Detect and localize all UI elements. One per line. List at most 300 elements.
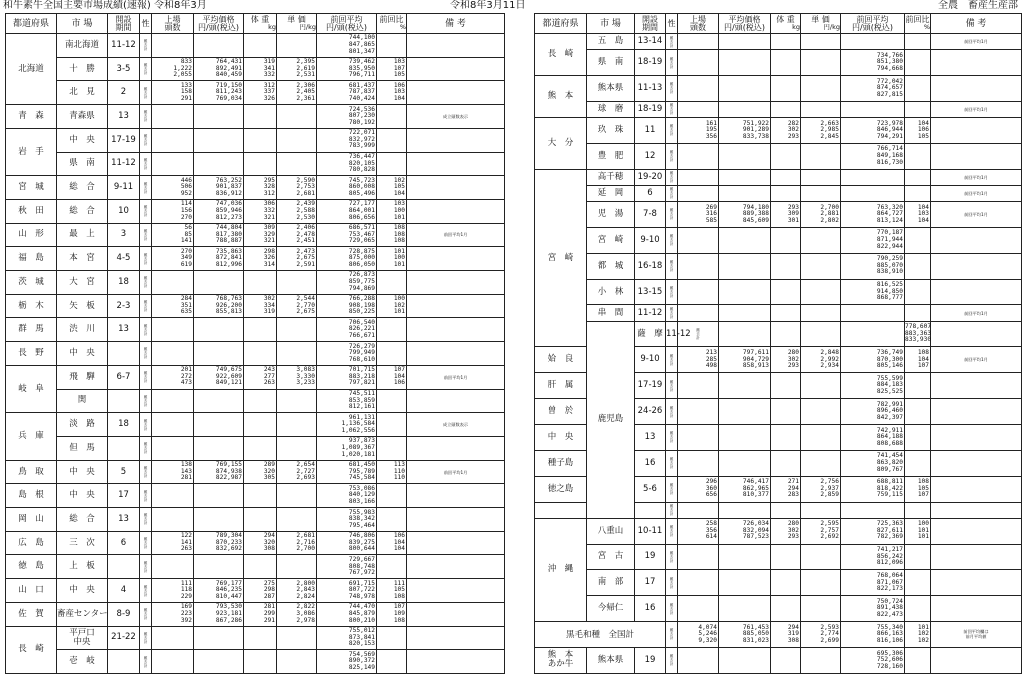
market-cell: 中 央 <box>57 484 108 508</box>
col-header-remarks: 備 考 <box>931 14 1022 34</box>
market-cell: 南北海道 <box>57 34 108 58</box>
ratio-cell: 100 101 101 <box>905 518 931 544</box>
market-cell: 宮 古 <box>587 544 635 570</box>
head-count-cell <box>152 484 194 508</box>
ratio-cell: 108 108 108 <box>377 223 407 247</box>
remarks-cell: 前回平均1月 <box>407 460 505 484</box>
weight-cell <box>244 105 277 129</box>
period-cell: 6-7 <box>108 365 140 389</box>
sex-label-cell: 雌 去 計 <box>140 365 152 389</box>
avg-price-cell: 769,177 846,235 810,447 <box>194 579 244 603</box>
sex-label-cell: 雌 去 計 <box>140 460 152 484</box>
remarks-cell <box>931 118 1022 144</box>
head-count-cell: 201 272 473 <box>152 365 194 389</box>
prefecture-cell: 栃 木 <box>6 294 57 318</box>
avg-price-cell: 749,675 922,609 849,121 <box>194 365 244 389</box>
ratio-cell: 101 100 101 <box>377 247 407 271</box>
unit-price-cell: 2,800 2,843 2,824 <box>277 579 317 603</box>
weight-cell: 281 299 291 <box>244 602 277 626</box>
prev-avg-cell: 755,983 838,342 795,464 <box>317 508 377 532</box>
col-header-market: 市 場 <box>57 14 108 34</box>
prefecture-cell: 長 崎 <box>6 626 57 673</box>
period-cell: 13 <box>108 318 140 342</box>
remarks-cell <box>931 518 1022 544</box>
avg-price-cell <box>719 50 771 76</box>
prev-avg-cell: 734,766 851,380 794,668 <box>841 50 905 76</box>
prev-avg-cell: 744,100 847,865 801,347 <box>317 34 377 58</box>
weight-cell: 280 302 293 <box>771 347 801 373</box>
left-market-table <box>5 13 505 674</box>
period-cell: 3-5 <box>108 57 140 81</box>
unit-price-cell <box>277 271 317 295</box>
table-row <box>535 202 1022 228</box>
unit-price-cell: 2,306 2,405 2,361 <box>277 81 317 105</box>
avg-price-cell <box>194 318 244 342</box>
remarks-cell <box>407 602 505 626</box>
sex-label-cell: 雌 去 計 <box>666 202 678 228</box>
prev-avg-cell: 746,806 839,275 800,644 <box>317 531 377 555</box>
unit-price-cell: 2,595 2,757 2,692 <box>801 518 841 544</box>
prev-avg-cell: 736,749 870,300 805,146 <box>841 347 905 373</box>
market-cell: 宮 崎 <box>587 227 635 253</box>
unit-price-cell: 2,439 2,588 2,530 <box>277 199 317 223</box>
unit-price-cell: 2,822 3,086 2,978 <box>277 602 317 626</box>
head-count-cell <box>678 502 719 518</box>
ratio-cell <box>905 373 931 399</box>
unit-price-cell <box>277 34 317 58</box>
head-count-cell <box>678 373 719 399</box>
col-header-unit-price <box>801 14 841 34</box>
ratio-cell: 100 102 101 <box>377 294 407 318</box>
unit-price-cell: 2,663 2,985 2,845 <box>801 118 841 144</box>
head-count-cell <box>152 508 194 532</box>
market-cell: 飛 騨 <box>57 365 108 389</box>
sex-label-cell: 雌 去 計 <box>140 57 152 81</box>
remarks-cell <box>931 143 1022 169</box>
avg-price-cell <box>194 342 244 366</box>
prev-avg-cell: 706,540 826,221 766,671 <box>317 318 377 342</box>
unit-price-cell: 2,406 2,478 2,451 <box>277 223 317 247</box>
prev-avg-cell: 778,607 883,363 833,930 <box>905 321 931 347</box>
ratio-cell <box>905 143 931 169</box>
table-row <box>535 253 1022 279</box>
period-cell <box>108 342 140 366</box>
head-count-cell <box>678 143 719 169</box>
weight-cell <box>771 373 801 399</box>
market-cell: 最 上 <box>57 223 108 247</box>
prev-avg-cell: 766,714 849,168 816,730 <box>841 143 905 169</box>
unit-price-cell <box>801 570 841 596</box>
ratio-cell <box>377 389 407 413</box>
sex-label-cell: 雌 去 計 <box>666 169 678 185</box>
market-cell: 小 林 <box>587 279 635 305</box>
sex-label-cell: 雌 去 計 <box>666 373 678 399</box>
prefecture-cell: 広 島 <box>6 531 57 555</box>
table-row <box>6 271 505 295</box>
remarks-cell: 前回平均1月 <box>407 223 505 247</box>
unit-price-cell <box>277 152 317 176</box>
unit-price-cell <box>801 169 841 185</box>
weight-cell <box>244 271 277 295</box>
remarks-cell: 成立頭数表示 <box>407 413 505 437</box>
market-cell: 薩 摩 <box>635 321 666 347</box>
ratio-cell <box>377 413 407 437</box>
prefecture-cell: 北海道 <box>6 34 57 105</box>
table-row <box>535 544 1022 570</box>
prev-avg-cell: 691,715 807,722 748,978 <box>317 579 377 603</box>
remarks-cell: 前回平均1月 <box>931 34 1022 50</box>
col-header-weight-unit: kg <box>792 23 800 31</box>
prev-avg-cell: 725,363 827,611 782,369 <box>841 518 905 544</box>
col-header-unit-price-label: 単 価 <box>287 15 306 24</box>
weight-cell <box>244 626 277 650</box>
avg-price-cell: 768,763 926,200 855,813 <box>194 294 244 318</box>
table-row <box>6 318 505 342</box>
head-count-cell <box>152 626 194 650</box>
weight-cell <box>771 424 801 450</box>
period-cell <box>108 436 140 460</box>
period-cell <box>108 555 140 579</box>
ratio-cell: 108 105 107 <box>905 476 931 502</box>
table-row <box>6 152 505 176</box>
period-cell: 11-12 <box>108 152 140 176</box>
avg-price-cell: 794,180 889,388 845,609 <box>719 202 771 228</box>
weight-cell: 275 298 287 <box>244 579 277 603</box>
weight-cell: 295 328 312 <box>244 176 277 200</box>
ratio-cell <box>905 76 931 102</box>
sex-label-cell: 雌 去 計 <box>666 622 678 648</box>
col-header-ratio-unit: % <box>399 23 406 31</box>
sex-label-cell: 雌 去 計 <box>140 389 152 413</box>
remarks-cell <box>407 650 505 674</box>
weight-cell <box>244 555 277 579</box>
prev-avg-cell: 745,511 853,859 812,161 <box>317 389 377 413</box>
sex-label-cell: 雌 去 計 <box>140 176 152 200</box>
avg-price-cell: 735,863 872,841 812,996 <box>194 247 244 271</box>
remarks-cell <box>931 647 1022 673</box>
market-cell: 南 部 <box>587 570 635 596</box>
prev-avg-cell <box>841 305 905 321</box>
market-cell: 高千穂 <box>587 169 635 185</box>
sex-label-cell: 雌 去 計 <box>666 502 678 518</box>
period-cell: 8-9 <box>108 602 140 626</box>
head-count-cell: 446 506 952 <box>152 176 194 200</box>
avg-price-cell <box>194 413 244 437</box>
left-table-container <box>5 13 504 674</box>
akaushi-row <box>535 647 1022 673</box>
period-cell: 7-8 <box>635 202 666 228</box>
remarks-cell <box>931 424 1022 450</box>
sex-label-cell: 雌 去 計 <box>140 128 152 152</box>
table-row <box>6 199 505 223</box>
weight-cell <box>771 185 801 201</box>
period-cell <box>635 502 666 518</box>
weight-cell: 243 277 263 <box>244 365 277 389</box>
head-count-cell <box>152 34 194 58</box>
unit-price-cell: 2,848 2,992 2,934 <box>801 347 841 373</box>
weight-cell <box>244 342 277 366</box>
remarks-cell <box>931 373 1022 399</box>
weight-cell <box>244 128 277 152</box>
prev-avg-cell: 742,911 864,188 808,688 <box>841 424 905 450</box>
period-cell: 18-19 <box>635 50 666 76</box>
period-cell: 3 <box>108 223 140 247</box>
unit-price-cell <box>801 34 841 50</box>
period-cell: 17 <box>108 484 140 508</box>
market-cell: 児 湯 <box>587 202 635 228</box>
prev-avg-cell: 770,187 871,944 822,944 <box>841 227 905 253</box>
table-row <box>535 101 1022 117</box>
avg-price-cell <box>719 424 771 450</box>
avg-price-cell <box>719 279 771 305</box>
remarks-cell <box>931 50 1022 76</box>
avg-price-cell <box>719 185 771 201</box>
prev-avg-cell <box>841 169 905 185</box>
ratio-cell: 101 102 102 <box>905 622 931 648</box>
prev-avg-cell: 766,288 908,198 850,225 <box>317 294 377 318</box>
period-cell: 4 <box>108 579 140 603</box>
ratio-cell: 106 104 104 <box>377 531 407 555</box>
avg-price-cell <box>719 305 771 321</box>
sex-label-cell: 雌 去 計 <box>666 518 678 544</box>
prev-avg-cell: 727,177 864,001 806,656 <box>317 199 377 223</box>
head-count-cell <box>678 647 719 673</box>
table-row <box>535 321 1022 347</box>
remarks-cell <box>931 253 1022 279</box>
weight-cell <box>771 305 801 321</box>
prev-avg-cell: 723,978 846,944 794,291 <box>841 118 905 144</box>
sex-label-cell: 雌 去 計 <box>140 531 152 555</box>
col-header-ratio-label: 前回比 <box>379 15 404 24</box>
prev-avg-cell: 724,536 807,230 780,192 <box>317 105 377 129</box>
prefecture-cell: 岩 手 <box>6 128 57 175</box>
col-header-weight <box>771 14 801 34</box>
prev-avg-cell: 741,217 856,242 812,096 <box>841 544 905 570</box>
period-cell: 13 <box>108 508 140 532</box>
sex-label-cell: 雌 去 計 <box>140 413 152 437</box>
unit-price-cell <box>801 76 841 102</box>
table-row <box>6 247 505 271</box>
ratio-cell: 108 104 107 <box>905 347 931 373</box>
weight-cell <box>244 389 277 413</box>
period-cell: 13-15 <box>635 279 666 305</box>
prev-avg-cell <box>841 101 905 117</box>
avg-price-cell <box>719 101 771 117</box>
avg-price-cell <box>719 596 771 622</box>
head-count-cell: 258 356 614 <box>678 518 719 544</box>
prefecture-cell: 長 野 <box>6 342 57 366</box>
table-row <box>6 460 505 484</box>
unit-price-cell <box>801 101 841 117</box>
avg-price-cell <box>194 34 244 58</box>
unit-price-cell: 2,473 2,675 2,591 <box>277 247 317 271</box>
period-cell: 12 <box>635 143 666 169</box>
ratio-cell <box>377 626 407 650</box>
period-cell: 18-19 <box>635 101 666 117</box>
ratio-cell <box>905 169 931 185</box>
avg-price-cell <box>194 128 244 152</box>
remarks-cell <box>407 81 505 105</box>
header-row <box>535 14 1022 34</box>
remarks-cell <box>407 247 505 271</box>
unit-price-cell <box>801 424 841 450</box>
avg-price-cell <box>719 399 771 425</box>
prefecture-cell: 鹿児島 <box>587 321 635 518</box>
market-cell: 中 央 <box>57 579 108 603</box>
head-count-cell <box>678 185 719 201</box>
market-cell: 中 央 <box>57 460 108 484</box>
remarks-cell <box>407 626 505 650</box>
ratio-cell <box>905 253 931 279</box>
prev-avg-cell: 755,012 873,841 820,153 <box>317 626 377 650</box>
remarks-cell <box>407 128 505 152</box>
ratio-cell <box>905 502 931 518</box>
prev-avg-cell: 736,447 820,105 780,828 <box>317 152 377 176</box>
unit-price-cell <box>277 318 317 342</box>
market-cell: 総 合 <box>57 508 108 532</box>
prefecture-cell: 沖 縄 <box>535 518 587 621</box>
prefecture-cell: 秋 田 <box>6 199 57 223</box>
weight-cell <box>771 570 801 596</box>
sex-label-cell: 雌 去 計 <box>140 650 152 674</box>
remarks-cell: 前回平均1月 <box>931 101 1022 117</box>
avg-price-cell: 793,530 923,181 867,286 <box>194 602 244 626</box>
unit-price-cell <box>277 555 317 579</box>
prev-avg-cell: 722,071 832,972 783,999 <box>317 128 377 152</box>
remarks-cell <box>407 152 505 176</box>
market-cell <box>535 502 587 518</box>
prev-avg-cell: 753,086 840,129 803,166 <box>317 484 377 508</box>
weight-cell: 271 294 283 <box>771 476 801 502</box>
table-row <box>6 128 505 152</box>
market-cell: 平戸口 中央 <box>57 626 108 650</box>
period-cell: 17-19 <box>635 373 666 399</box>
head-count-cell <box>152 342 194 366</box>
head-count-cell <box>678 227 719 253</box>
period-cell: 13 <box>635 424 666 450</box>
col-header-ratio-unit: % <box>923 23 930 31</box>
remarks-cell <box>931 399 1022 425</box>
weight-cell <box>771 227 801 253</box>
market-cell: 総 合 <box>57 176 108 200</box>
market-cell: 総 合 <box>57 199 108 223</box>
market-cell: 北 見 <box>57 81 108 105</box>
sex-label-cell: 雌 去 計 <box>666 476 678 502</box>
col-header-ratio <box>377 14 407 34</box>
head-count-cell: 114 156 270 <box>152 199 194 223</box>
head-count-cell <box>152 271 194 295</box>
sex-label-cell: 雌 去 計 <box>666 227 678 253</box>
avg-price-cell <box>719 143 771 169</box>
national-total-label: 黒毛和種 全国計 <box>535 622 666 648</box>
head-count-cell <box>678 101 719 117</box>
head-count-cell: 833 1,222 2,055 <box>152 57 194 81</box>
sex-label-cell: 雌 去 計 <box>666 279 678 305</box>
market-cell: 三 次 <box>57 531 108 555</box>
head-count-cell <box>678 596 719 622</box>
avg-price-cell <box>194 105 244 129</box>
col-header-weight-unit: kg <box>268 23 276 31</box>
avg-price-cell <box>194 271 244 295</box>
head-count-cell <box>678 450 719 476</box>
col-header-weight <box>244 14 277 34</box>
table-row <box>6 436 505 460</box>
sex-label-cell: 雌 去 計 <box>140 508 152 532</box>
table-row <box>6 105 505 129</box>
unit-price-cell: 2,544 2,770 2,675 <box>277 294 317 318</box>
ratio-cell: 106 103 104 <box>377 81 407 105</box>
head-count-cell <box>678 76 719 102</box>
ratio-cell <box>905 279 931 305</box>
weight-cell <box>244 436 277 460</box>
remarks-cell: 前回平均1月 <box>407 365 505 389</box>
unit-price-cell: 2,700 2,881 2,802 <box>801 202 841 228</box>
table-row <box>6 81 505 105</box>
head-count-cell <box>152 318 194 342</box>
head-count-cell <box>678 424 719 450</box>
avg-price-cell <box>719 647 771 673</box>
period-cell: 11 <box>635 118 666 144</box>
header-row <box>6 14 505 34</box>
unit-price-cell <box>277 508 317 532</box>
remarks-cell <box>407 555 505 579</box>
table-row <box>6 342 505 366</box>
weight-cell <box>771 502 801 518</box>
remarks-cell <box>931 502 1022 518</box>
head-count-cell: 161 195 356 <box>678 118 719 144</box>
remarks-cell <box>931 227 1022 253</box>
prefecture-cell: 福 島 <box>6 247 57 271</box>
ratio-cell <box>377 271 407 295</box>
table-row <box>6 365 505 389</box>
head-count-cell: 169 223 392 <box>152 602 194 626</box>
prefecture-cell: 茨 城 <box>6 271 57 295</box>
avg-price-cell <box>719 169 771 185</box>
prefecture-cell: 長 崎 <box>535 34 587 76</box>
ratio-cell <box>905 185 931 201</box>
unit-price-cell: 2,593 2,774 2,699 <box>801 622 841 648</box>
col-header-head: 上場 頭数 <box>152 14 194 34</box>
head-count-cell: 4,074 5,246 9,320 <box>678 622 719 648</box>
remarks-cell <box>931 450 1022 476</box>
avg-price-cell: 747,036 859,946 812,273 <box>194 199 244 223</box>
table-row <box>6 650 505 674</box>
weight-cell: 319 341 332 <box>244 57 277 81</box>
prefecture-cell: 山 口 <box>6 579 57 603</box>
market-cell: 中 央 <box>57 128 108 152</box>
sex-label-cell: 雌 去 計 <box>140 271 152 295</box>
sex-label-cell: 雌 去 計 <box>140 484 152 508</box>
ratio-cell <box>377 650 407 674</box>
weight-cell <box>771 450 801 476</box>
col-header-pref: 都道府県 <box>535 14 587 34</box>
period-cell: 18 <box>108 271 140 295</box>
ratio-cell <box>377 128 407 152</box>
prefecture-cell: 岐 阜 <box>6 365 57 412</box>
prefecture-cell: 熊 本 あか牛 <box>535 647 587 673</box>
sex-label-cell: 雌 去 計 <box>140 555 152 579</box>
sex-label-cell: 雌 去 計 <box>140 579 152 603</box>
weight-cell: 294 319 308 <box>771 622 801 648</box>
period-cell: 17-19 <box>108 128 140 152</box>
market-cell: 豊 肥 <box>587 143 635 169</box>
table-row <box>6 294 505 318</box>
prefecture-cell: 佐 賀 <box>6 602 57 626</box>
period-cell: 17 <box>635 570 666 596</box>
unit-price-cell <box>801 373 841 399</box>
table-row <box>6 176 505 200</box>
table-row <box>6 223 505 247</box>
